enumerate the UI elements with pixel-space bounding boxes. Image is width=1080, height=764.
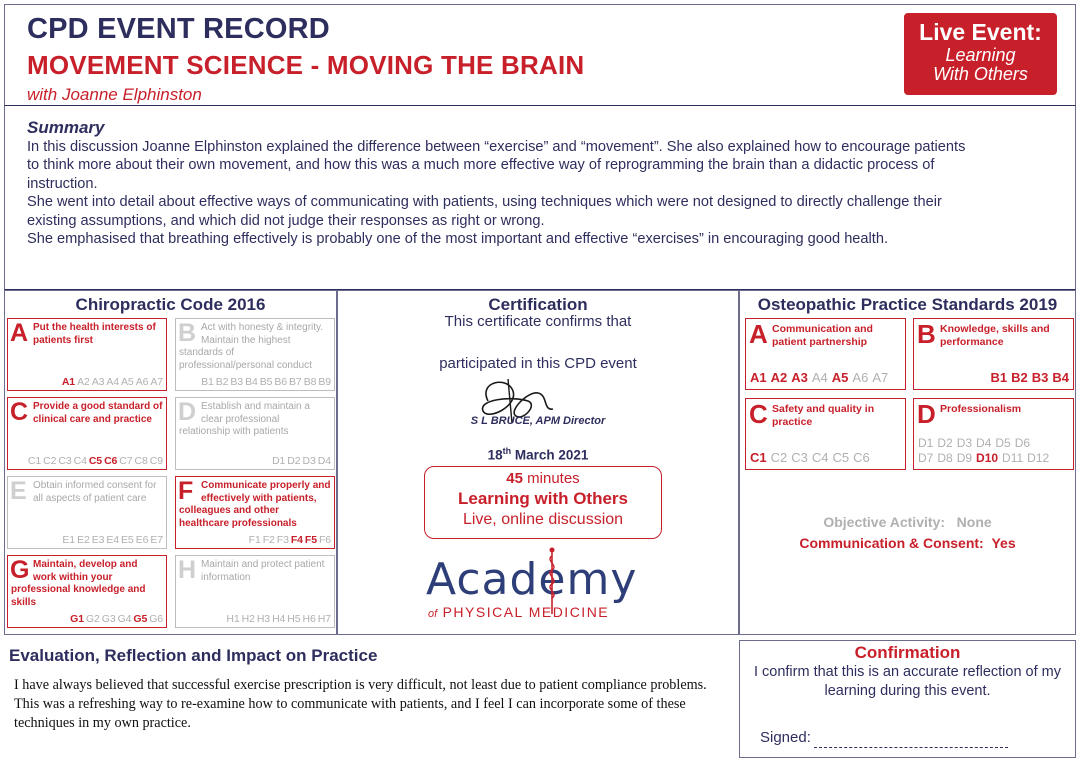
standard-code: G1 — [70, 613, 84, 625]
code-letter: G — [10, 556, 30, 584]
standard-code: A3 — [91, 376, 105, 388]
standard-description: Knowledge, skills and performance — [940, 323, 1050, 348]
standard-code: B9 — [318, 376, 331, 388]
standard-code: D12 — [1027, 451, 1050, 465]
standard-code: B1 — [201, 376, 214, 388]
code-list — [68, 613, 163, 625]
standard-code: C7 — [119, 455, 133, 467]
code-box-d — [175, 397, 335, 470]
standard-code: D2 — [287, 455, 301, 467]
standard-code: A4 — [811, 370, 828, 385]
certification-line-1: This certificate confirms that — [444, 313, 632, 330]
code-description: Obtain informed consent for all aspects of patient care — [33, 480, 157, 504]
live-event-badge — [904, 13, 1057, 95]
code-box-b — [175, 318, 335, 391]
standard-code: A5 — [121, 376, 134, 388]
badge-line-2: With Others — [933, 64, 1028, 84]
code-letter: E — [10, 477, 27, 505]
confirmation-text: I confirm that this is an accurate reflection of my learning during this event. — [753, 664, 1062, 699]
standard-description: Professionalism — [940, 403, 1022, 415]
standard-code: G5 — [133, 613, 148, 625]
standard-code: C4 — [811, 450, 829, 465]
standard-code: E6 — [135, 534, 149, 546]
confirmation-box — [739, 640, 1076, 758]
standard-box-c — [745, 398, 906, 470]
certification-title: Certification — [488, 295, 588, 314]
event-date: 18th March 2021 — [487, 446, 589, 463]
standard-box-b — [913, 318, 1074, 390]
standard-code: B3 — [1031, 370, 1049, 385]
standard-code: H2 — [241, 613, 255, 625]
director-name: S L BRUCE, APM Director — [470, 415, 606, 427]
standard-code-list — [914, 436, 1030, 450]
standard-code: F4 — [290, 534, 303, 546]
certification-line-2: participated in this CPD event — [439, 355, 637, 372]
standard-letter: A — [749, 319, 768, 349]
code-letter: C — [10, 398, 29, 426]
academy-logo — [424, 546, 664, 621]
standard-code: C3 — [791, 450, 808, 465]
standard-code: C6 — [853, 450, 870, 465]
osteopathic-standards-panel — [739, 290, 1076, 635]
code-description: Maintain, develop and work within your professional knowledge and skills — [11, 559, 146, 608]
code-list — [60, 376, 163, 388]
standard-code: A2 — [770, 370, 788, 385]
standard-code: A6 — [135, 376, 149, 388]
standard-code: D1 — [918, 436, 934, 450]
standard-code: C1 — [750, 450, 767, 465]
standard-code: B4 — [245, 376, 258, 388]
communication-consent: Communication & Consent: Yes — [799, 535, 1016, 551]
standard-code: F3 — [276, 534, 289, 546]
badge-title: Live Event: — [919, 19, 1042, 45]
standard-letter: D — [917, 399, 936, 429]
standard-code: C9 — [149, 455, 163, 467]
standard-code: D5 — [995, 436, 1011, 450]
standard-code: G2 — [85, 613, 100, 625]
summary-heading: Summary — [27, 118, 105, 137]
standard-code: B8 — [303, 376, 317, 388]
summary-line: existing assumptions, and which did not judge their responses as right or wrong. — [27, 212, 545, 229]
standard-description: Safety and quality in practice — [772, 403, 875, 428]
standard-code: A6 — [852, 370, 869, 385]
code-list — [60, 534, 163, 546]
duration: 45 minutes — [506, 470, 580, 487]
code-letter: D — [178, 398, 197, 426]
code-letter: H — [178, 556, 197, 584]
standard-code: D3 — [956, 436, 973, 450]
code-box-c — [7, 397, 167, 470]
event-title: MOVEMENT SCIENCE - MOVING THE BRAIN — [27, 50, 585, 80]
summary-line: She emphasised that breathing effectively is probably one of the most important and effective “exercises” in encouraging good health. — [27, 231, 889, 248]
standard-box-d — [913, 398, 1074, 470]
summary-line: instruction. — [27, 175, 98, 192]
objective-activity: Objective Activity: None — [823, 514, 992, 530]
code-list — [247, 534, 331, 546]
code-description: Establish and maintain a clear professional relationship with patients — [179, 401, 310, 437]
summary-body — [27, 138, 1067, 248]
standard-code: E5 — [121, 534, 134, 546]
standard-letter: B — [917, 319, 936, 349]
standard-code: A7 — [150, 376, 163, 388]
standard-code: B3 — [230, 376, 244, 388]
standard-code: D1 — [272, 455, 286, 467]
standard-code: D3 — [302, 455, 316, 467]
standard-code: A1 — [750, 370, 767, 385]
code-list — [270, 455, 331, 467]
standard-code: F6 — [318, 534, 331, 546]
standard-code-list — [746, 450, 870, 465]
standard-code: F5 — [304, 534, 317, 546]
code-list — [199, 376, 331, 388]
standard-code: D2 — [937, 436, 953, 450]
standard-code: E4 — [106, 534, 120, 546]
standard-code: H4 — [272, 613, 286, 625]
standard-code: H6 — [302, 613, 316, 625]
standard-code: A1 — [61, 376, 76, 388]
logo-wordmark: Academy — [426, 554, 638, 605]
standard-code: A4 — [106, 376, 120, 388]
code-description: Communicate properly and effectively with patients, colleagues and other healthcare professionals — [179, 480, 331, 529]
standard-code: E1 — [62, 534, 76, 546]
code-box-h — [175, 555, 335, 628]
standard-code: D10 — [976, 451, 999, 465]
code-box-g — [7, 555, 167, 628]
code-description: Act with honesty & integrity. Maintain the highest standards of professional/personal conduct — [179, 322, 324, 371]
presenter-name: with Joanne Elphinston — [27, 85, 202, 104]
standard-code: G3 — [101, 613, 116, 625]
standard-code: C5 — [832, 450, 850, 465]
standard-code: A2 — [77, 376, 90, 388]
standard-letter: C — [749, 399, 768, 429]
standard-box-a — [745, 318, 906, 390]
evaluation-text: I have always believed that successful exercise prescription is very difficult, not least due to patient compliance problems. This was a refreshing way to re-examine how to communicate with patients, and I feel I can incorporate some of these techniques in my own practice. — [14, 677, 707, 731]
standard-code: C2 — [43, 455, 57, 467]
standard-code: C2 — [770, 450, 788, 465]
summary-line: to think more about their own movement, and how this was a much more effective way of reprogramming the brain than a didactic process of — [27, 157, 935, 174]
standard-code: D4 — [976, 436, 992, 450]
signed-label: Signed: — [760, 729, 811, 746]
standard-code: D6 — [1014, 436, 1031, 450]
standard-code-list — [987, 370, 1070, 385]
standard-code: A5 — [831, 370, 849, 385]
standard-code: G6 — [149, 613, 163, 625]
standard-code: C3 — [58, 455, 72, 467]
logo-subtitle: of PHYSICAL MEDICINE — [428, 604, 610, 620]
signature-line[interactable] — [814, 747, 1008, 748]
summary-line: She went into detail about effective ways of communicating with patients, using techniques which were not designed to directly challenge their — [27, 194, 942, 211]
document-title: CPD EVENT RECORD — [27, 13, 330, 45]
standard-code: F1 — [248, 534, 261, 546]
standard-code: D8 — [937, 451, 953, 465]
standard-code: D4 — [317, 455, 331, 467]
standard-code: B2 — [1011, 370, 1028, 385]
standard-code: C8 — [134, 455, 148, 467]
standard-code: E3 — [91, 534, 105, 546]
standard-code: H3 — [256, 613, 271, 625]
standard-code: C4 — [73, 455, 87, 467]
code-description: Provide a good standard of clinical care and practice — [33, 401, 163, 425]
code-letter: B — [178, 319, 197, 347]
standard-code: D7 — [918, 451, 934, 465]
standard-code: C5 — [88, 455, 103, 467]
summary-line: In this discussion Joanne Elphinston explained the difference between “exercise” and “movement”. She also explained how to encourage patients — [27, 139, 966, 155]
standard-code: F2 — [262, 534, 275, 546]
event-details-box — [424, 466, 662, 539]
code-letter: F — [178, 477, 194, 505]
standard-code: H7 — [317, 613, 331, 625]
code-box-f — [175, 476, 335, 549]
code-letter: A — [10, 319, 29, 347]
code-list — [224, 613, 331, 625]
code-list — [26, 455, 163, 467]
event-format: Live, online discussion — [462, 511, 624, 528]
standard-code: E7 — [150, 534, 163, 546]
standard-code: B1 — [990, 370, 1008, 385]
standard-code: D11 — [1002, 451, 1024, 465]
standard-code: A3 — [791, 370, 808, 385]
confirmation-title: Confirmation — [854, 643, 961, 662]
standard-code: H5 — [287, 613, 301, 625]
badge-line-1: Learning — [945, 45, 1016, 65]
evaluation-heading: Evaluation, Reflection and Impact on Practice — [9, 646, 378, 665]
chiropractic-code-panel — [4, 290, 337, 635]
standard-code: H1 — [226, 613, 240, 625]
standard-code: B2 — [215, 376, 229, 388]
event-type: Learning with Others — [457, 489, 629, 508]
standard-code: B7 — [289, 376, 302, 388]
code-description: Put the health interests of patients first — [33, 322, 156, 346]
chiropractic-code-title: Chiropractic Code 2016 — [75, 295, 266, 314]
standard-code: C6 — [104, 455, 118, 467]
certification-panel — [337, 290, 739, 635]
standard-code-list — [914, 451, 1049, 465]
evaluation-section — [4, 635, 739, 761]
standard-code: A7 — [872, 370, 889, 385]
standard-code: G4 — [117, 613, 132, 625]
osteopathic-standards-title: Osteopathic Practice Standards 2019 — [757, 295, 1058, 314]
standard-code: B5 — [259, 376, 273, 388]
standard-code: B6 — [274, 376, 288, 388]
standard-code-list — [746, 370, 888, 385]
standard-code: D9 — [956, 451, 973, 465]
summary-section — [4, 106, 1076, 290]
code-box-e — [7, 476, 167, 549]
standard-code: E2 — [77, 534, 90, 546]
standard-description: Communication and patient partnership — [772, 323, 873, 348]
code-description: Maintain and protect patient information — [201, 559, 325, 583]
code-box-a — [7, 318, 167, 391]
header — [4, 4, 1076, 106]
standard-code: C1 — [27, 455, 42, 467]
standard-code: B4 — [1052, 370, 1069, 385]
